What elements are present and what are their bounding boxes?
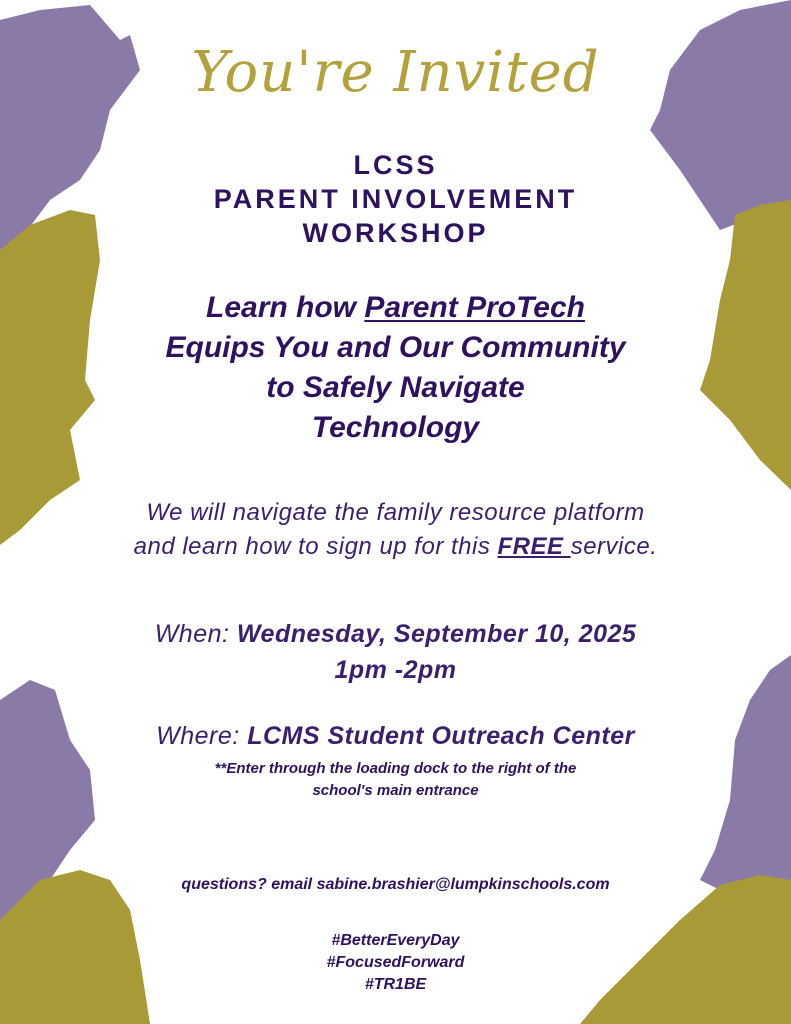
title-line-lcss: LCSS <box>353 150 438 180</box>
hashtag-focused-forward: #FocusedForward <box>326 954 465 971</box>
event-time: 1pm -2pm <box>334 656 457 684</box>
where-label: Where: <box>156 722 248 750</box>
headline-line-2: Equips You and Our Community <box>165 331 626 364</box>
headline-line-3: to Safely Navigate <box>266 371 525 404</box>
headline-prefix: Learn how <box>206 291 365 324</box>
free-emphasis: FREE <box>497 533 571 560</box>
contact-email: questions? email sabine.brashier@lumpkinschools.com <box>181 876 610 893</box>
parent-protech-link: Parent ProTech <box>364 291 585 324</box>
description-line-2-suffix: service. <box>570 533 658 560</box>
location-note-line-1: **Enter through the loading dock to the right of the <box>214 760 577 777</box>
where-line <box>0 722 791 751</box>
event-date: Wednesday, September 10, 2025 <box>236 620 637 648</box>
description-line-1: We will navigate the family resource platform <box>146 499 645 526</box>
youre-invited-script-title: You're Invited <box>191 40 600 105</box>
hashtag-tr1be: #TR1BE <box>364 976 427 993</box>
headline-line-1 <box>0 288 791 328</box>
title-line-workshop: WORKSHOP <box>302 218 489 248</box>
location-note-line-2: school's main entrance <box>312 782 479 799</box>
event-location: LCMS Student Outreach Center <box>247 722 635 750</box>
description-line-2 <box>0 533 791 561</box>
headline-line-4: Technology <box>311 411 480 444</box>
when-label: When: <box>154 620 237 648</box>
description-line-2-prefix: and learn how to sign up for this <box>133 533 498 560</box>
when-line <box>0 620 791 649</box>
hashtag-better-every-day: #BetterEveryDay <box>331 932 460 949</box>
title-line-parent-involvement: PARENT INVOLVEMENT <box>213 184 578 214</box>
